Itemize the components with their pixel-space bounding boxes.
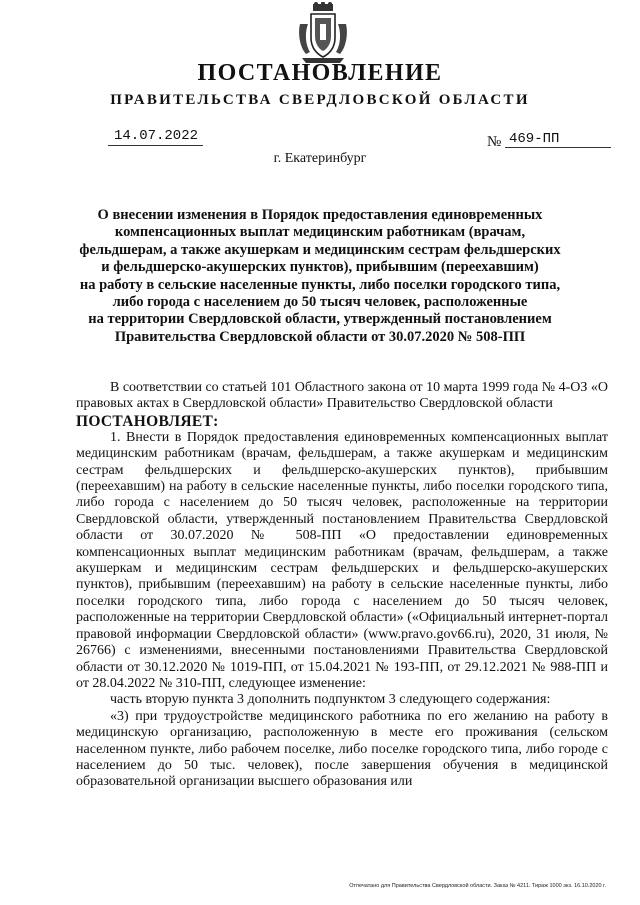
document-heading [60, 207, 580, 346]
heading-line: на работу в сельские населенные пункты, либо поселки городского типа, [79, 276, 561, 293]
date-underline [108, 145, 203, 146]
coat-of-arms-icon [296, 2, 350, 64]
paragraph-2: часть вторую пункта 3 дополнить подпунктом 3 следующего содержания: [110, 692, 551, 708]
document-body [76, 380, 608, 791]
heading-line: фельдшерам, а также акушеркам и медицинским сестрам фельдшерских [79, 241, 561, 258]
heading-line: либо города с населением до 50 тысяч человек, расположенные [112, 294, 528, 311]
heading-line: компенсационных выплат медицинским работникам (врачам, [114, 224, 526, 241]
document-number: 469-ПП [509, 131, 560, 147]
document-title: ПОСТАНОВЛЕНИЕ [197, 60, 443, 86]
document-date: 14.07.2022 [114, 128, 199, 144]
paragraph-1: 1. Внести в Порядок предоставления единовременных компенсационных выплат медицинским работникам (врачам, фельдшерам, а также акушеркам и медицинским сестрам фельдшерских и фельдшерско-акушерских пунктов), прибывшим (переехавшим) на работу в сельские населенные пункты, либо поселки городского типа, либо города с населением до 50 тысяч человек, расположенные на территории Свердловской области, утвержденный постановлением Правительства Свердловской области от 30.07.2020 № 508-ПП «О предоставлении единовременных компенсационных выплат медицинским работникам (врачам, фельдшерам, а также акушеркам и медицинским сестрам фельдшерских и фельдшерско-акушерских пунктов), прибывшим (переехавшим) на работу в сельские населенные пункты, либо поселки городского типа, либо города с населением до 50 тысяч человек, расположенные на территории Свердловской области» («Официальный интернет-портал правовой информации Свердловской области» (www.pravo.gov66.ru), 2020, 31 июля, № 26766) с изменениями, внесенными постановлениями Правительства Свердловской области от 30.12.2020 № 1019-ПП, от 15.04.2021 № 193-ПП, от 29.12.2021 № 988-ПП и от 28.04.2022 № 310-ПП, следующее изменение: [76, 429, 608, 691]
resolves-keyword: ПОСТАНОВЛЯЕТ: [76, 412, 219, 430]
paragraph-3: «3) при трудоустройстве медицинского работника по его желанию на работу в медицинскую организацию, расположенную в месте его проживания (сельском населенном пункте, либо рабочем поселке, либо поселке городского типа, либо городе с населением до 50 тыс. человек), после завершения обучения в медицинской образовательной организации высшего образования или [76, 708, 608, 790]
heading-line: и фельдшерско-акушерских пунктов), прибывшим (переехавшим) [101, 259, 539, 276]
city-name: г. Екатеринбург [273, 151, 367, 166]
number-underline [505, 147, 611, 148]
document-subtitle: ПРАВИТЕЛЬСТВА СВЕРДЛОВСКОЙ ОБЛАСТИ [110, 92, 530, 108]
number-label: № [487, 134, 502, 150]
heading-line: Правительства Свердловской области от 30.07.2020 № 508-ПП [114, 328, 526, 345]
heading-line: О внесении изменения в Порядок предоставления единовременных [97, 207, 543, 223]
preamble-paragraph: В соответствии со статьей 101 Областного закона от 10 марта 1999 года № 4-ОЗ «О правовых актах в Свердловской области» Правительство Свердловской области [76, 380, 608, 412]
print-note: Отпечатано для Правительства Свердловской области. Заказ № 4211. Тираж 1000 экз. 16.10.2020 г. [349, 883, 606, 889]
heading-line: на территории Свердловской области, утвержденный постановлением [88, 311, 552, 328]
